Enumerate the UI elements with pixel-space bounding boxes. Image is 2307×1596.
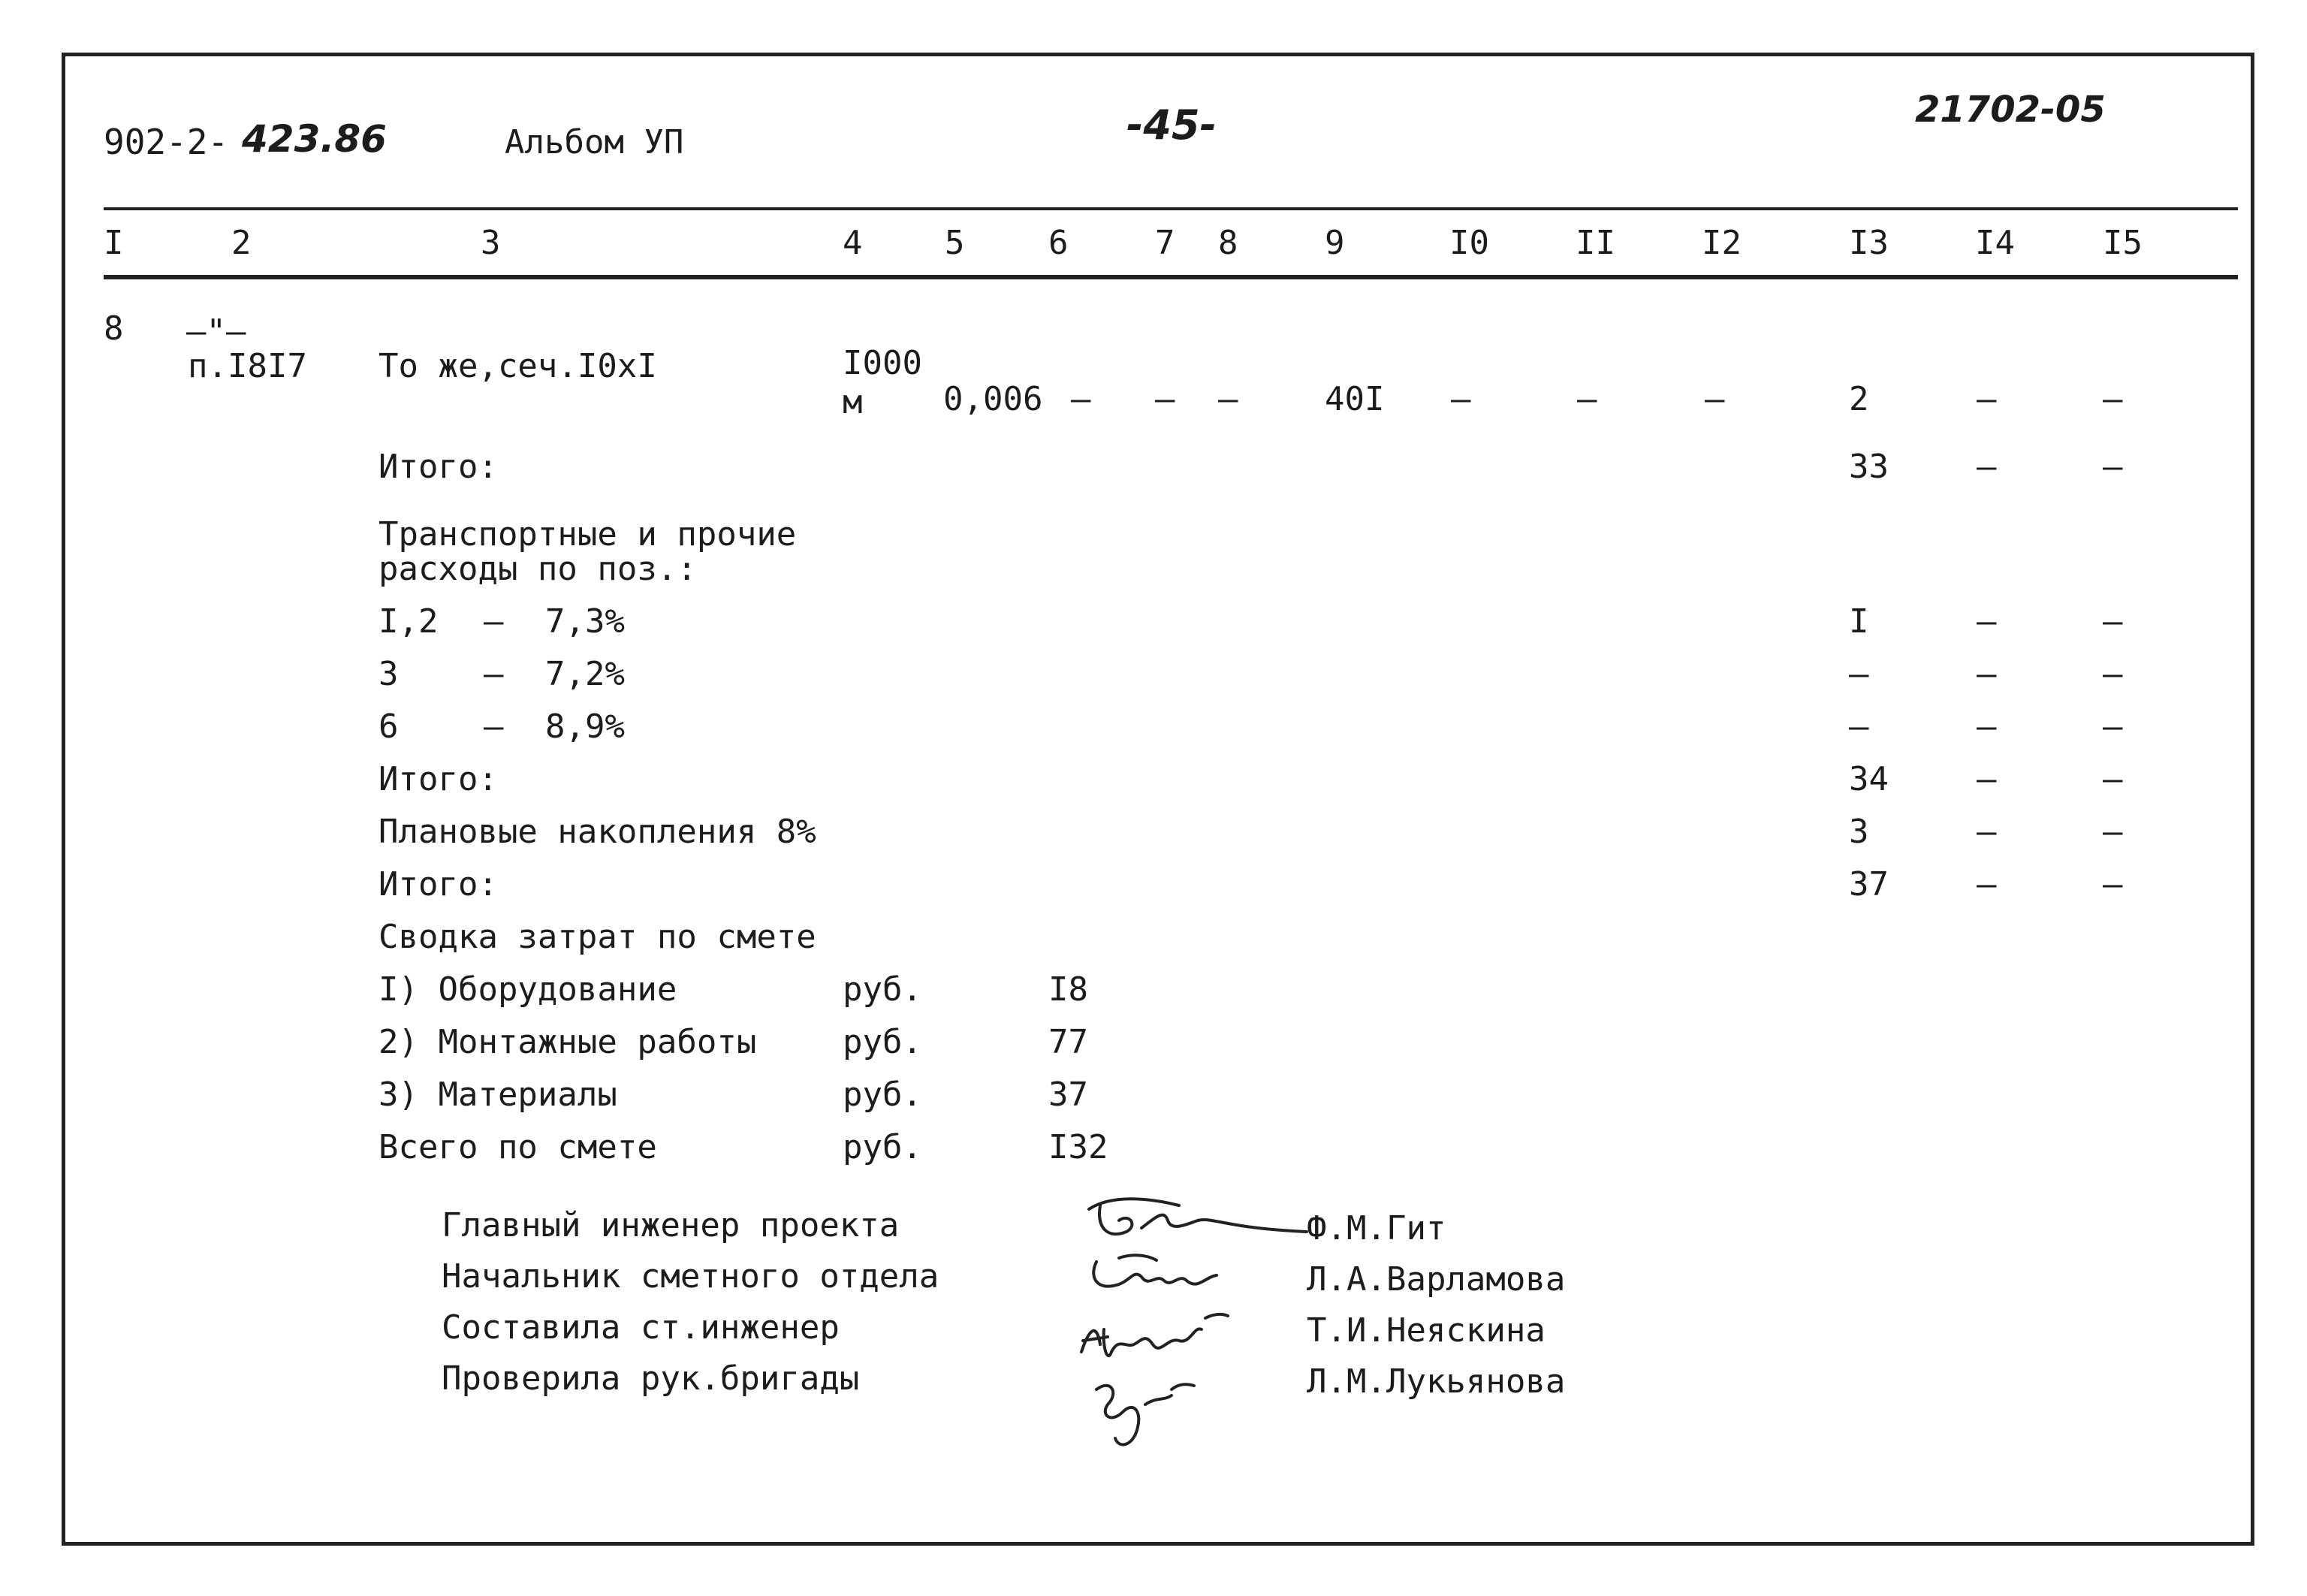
header-rule-top <box>104 207 2238 210</box>
transport-col13-1: I <box>1849 602 1869 641</box>
signature-name-2: Л.А.Варламова <box>1307 1260 1566 1299</box>
col-7: 7 <box>1155 224 1175 262</box>
header-rule-bottom <box>104 275 2238 279</box>
col-3: 3 <box>481 224 501 262</box>
col-10: I0 <box>1449 224 1489 262</box>
col-8: 8 <box>1218 224 1238 262</box>
signature-name-3: Т.И.Неяскина <box>1307 1311 1546 1350</box>
summary-item-label-3: 3) Материалы <box>378 1076 617 1114</box>
col-14: I4 <box>1975 224 2015 262</box>
album-label: Альбом УП <box>505 123 684 161</box>
transport-col13-3: – <box>1849 707 1869 746</box>
planned-savings-col13: 3 <box>1849 813 1869 851</box>
subtotal-label-2: Итого: <box>378 760 498 798</box>
subtotal-col15-2: – <box>2103 760 2123 798</box>
transport-dash-2: – <box>484 655 504 693</box>
summary-item-unit-3: руб. <box>843 1076 922 1114</box>
item-position: 8 <box>104 309 124 348</box>
subtotal-col14-1: – <box>1977 448 1997 486</box>
summary-item-value-2: 77 <box>1048 1023 1088 1061</box>
summary-item-unit-1: руб. <box>843 970 922 1009</box>
subtotal-col14-3: – <box>1977 865 1997 904</box>
transport-col14-2: – <box>1977 655 1997 693</box>
summary-total-label: Всего по смете <box>378 1128 657 1166</box>
item-col13: 2 <box>1849 380 1869 418</box>
item-col11: – <box>1577 380 1597 418</box>
item-quantity: 0,006 <box>943 380 1043 418</box>
code-prefix: 902-2- <box>104 122 229 162</box>
page-number: -45- <box>1126 101 1217 149</box>
document-number: 21702-05 <box>1915 89 2106 131</box>
subtotal-label-1: Итого: <box>378 448 498 486</box>
item-ref-ditto: –"– <box>186 312 246 351</box>
transport-pct-2: 7,2% <box>545 655 625 693</box>
transport-pct-3: 8,9% <box>545 707 625 746</box>
col-9: 9 <box>1325 224 1345 262</box>
transport-col15-3: – <box>2103 707 2123 746</box>
col-15: I5 <box>2103 224 2143 262</box>
transport-pos-2: 3 <box>378 655 399 693</box>
planned-savings-col15: – <box>2103 813 2123 851</box>
signature-role-4: Проверила рук.бригады <box>442 1359 860 1398</box>
transport-pct-1: 7,3% <box>545 602 625 641</box>
signature-role-2: Начальник сметного отдела <box>442 1257 939 1296</box>
subtotal-col15-1: – <box>2103 448 2123 486</box>
item-col9: 40I <box>1325 380 1385 418</box>
transport-pos-3: 6 <box>378 707 399 746</box>
signature-name-4: Л.М.Лукьянова <box>1307 1362 1566 1401</box>
summary-item-value-3: 37 <box>1048 1076 1088 1114</box>
transport-col15-1: – <box>2103 602 2123 641</box>
item-col6: – <box>1071 380 1091 418</box>
code-number: 423.86 <box>242 117 387 161</box>
col-2: 2 <box>231 224 252 262</box>
transport-label-line1: Транспортные и прочие <box>378 515 797 554</box>
col-4: 4 <box>843 224 863 262</box>
col-13: I3 <box>1849 224 1889 262</box>
item-col8: – <box>1218 380 1238 418</box>
item-unit-line1: I000 <box>843 344 922 382</box>
item-col14: – <box>1977 380 1997 418</box>
transport-col14-3: – <box>1977 707 1997 746</box>
col-12: I2 <box>1702 224 1742 262</box>
subtotal-col13-2: 34 <box>1849 760 1889 798</box>
planned-savings-label: Плановые накопления 8% <box>378 813 816 851</box>
col-11: II <box>1576 224 1615 262</box>
summary-item-unit-2: руб. <box>843 1023 922 1061</box>
col-1: I <box>104 224 124 262</box>
subtotal-col15-3: – <box>2103 865 2123 904</box>
summary-total-unit: руб. <box>843 1128 922 1166</box>
planned-savings-col14: – <box>1977 813 1997 851</box>
summary-item-label-1: I) Оборудование <box>378 970 677 1009</box>
item-col12: – <box>1705 380 1725 418</box>
signature-name-1: Ф.М.Гит <box>1307 1209 1446 1248</box>
item-col15: – <box>2103 380 2123 418</box>
col-6: 6 <box>1048 224 1069 262</box>
transport-dash-3: – <box>484 707 504 746</box>
subtotal-col13-3: 37 <box>1849 865 1889 904</box>
summary-item-value-1: I8 <box>1048 970 1088 1009</box>
transport-col13-2: – <box>1849 655 1869 693</box>
transport-pos-1: I,2 <box>378 602 439 641</box>
summary-item-label-2: 2) Монтажные работы <box>378 1023 757 1061</box>
transport-label-line2: расходы по поз.: <box>378 550 697 588</box>
transport-col15-2: – <box>2103 655 2123 693</box>
item-name: То же,сеч.I0xI <box>378 347 657 385</box>
subtotal-col13-1: 33 <box>1849 448 1889 486</box>
subtotal-label-3: Итого: <box>378 865 498 904</box>
item-unit-line2: м <box>843 383 863 421</box>
signature-role-1: Главный инженер проекта <box>442 1206 900 1245</box>
summary-title: Сводка затрат по смете <box>378 918 816 956</box>
handwritten-signatures <box>1066 1187 1314 1457</box>
transport-dash-1: – <box>484 602 504 641</box>
col-5: 5 <box>945 224 965 262</box>
item-col10: – <box>1451 380 1471 418</box>
summary-total-value: I32 <box>1048 1128 1108 1166</box>
subtotal-col14-2: – <box>1977 760 1997 798</box>
item-col7: – <box>1155 380 1175 418</box>
item-ref: п.I8I7 <box>188 347 307 385</box>
transport-col14-1: – <box>1977 602 1997 641</box>
signature-role-3: Составила ст.инженер <box>442 1308 840 1347</box>
